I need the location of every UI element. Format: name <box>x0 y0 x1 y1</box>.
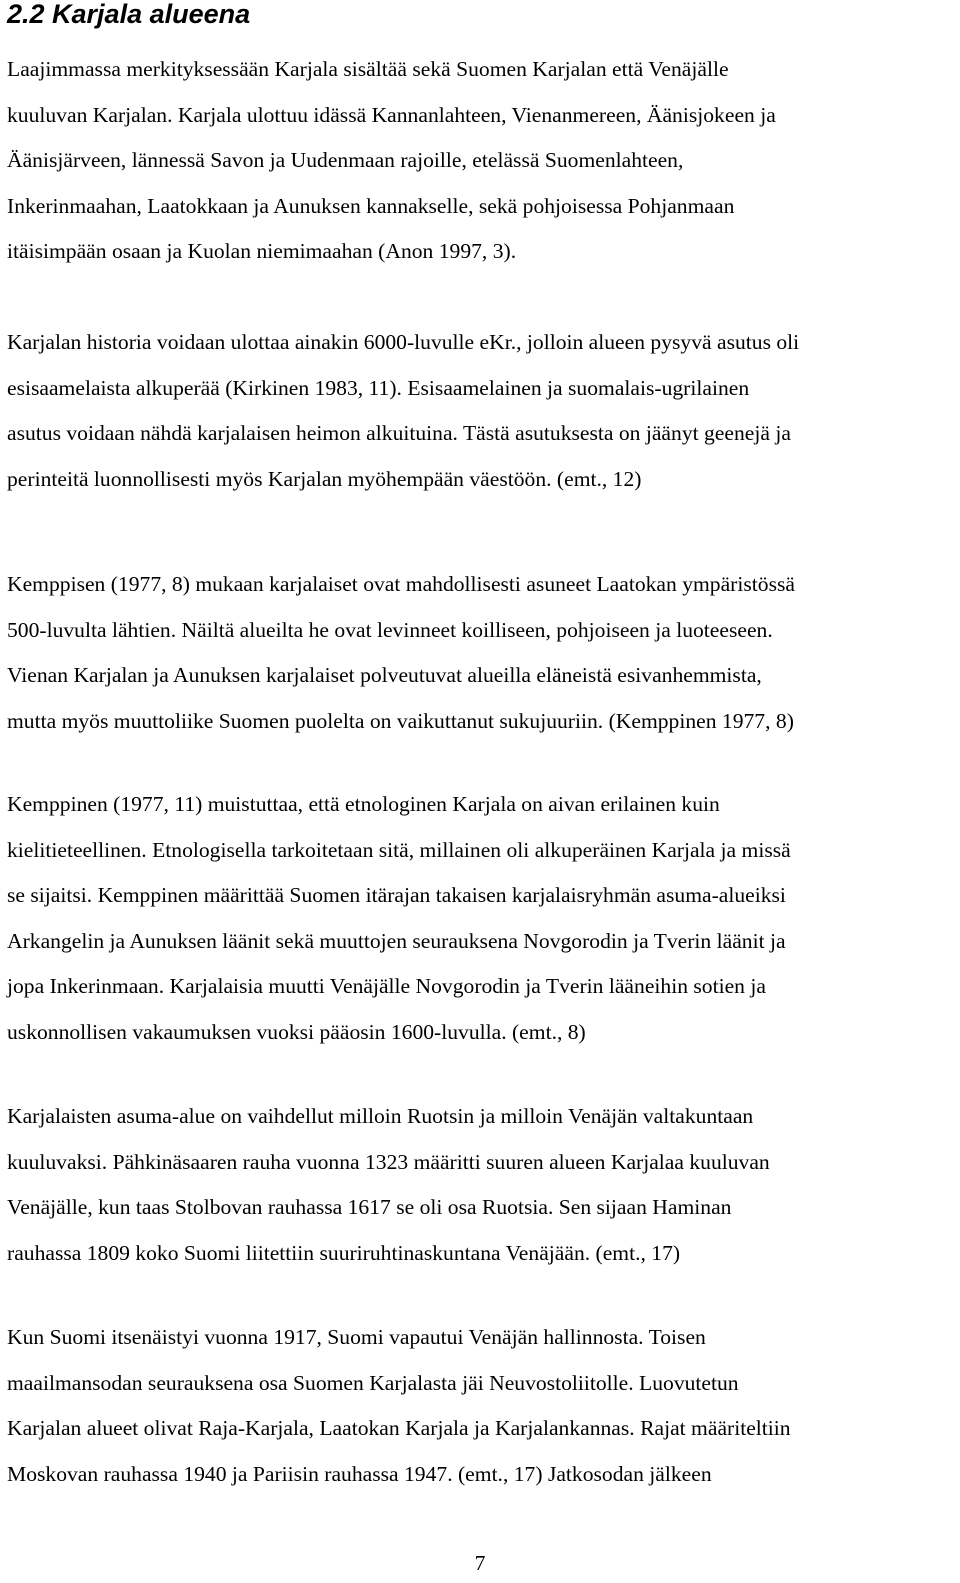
text-line: Karjalan historia voidaan ulottaa ainakin 6000-luvulle eKr., jolloin alueen pysyvä asutus oli <box>7 330 800 354</box>
text-line: uskonnollisen vakaumuksen vuoksi pääosin 1600-luvulla. (emt., 8) <box>7 1019 586 1044</box>
text-line: maailmansodan seurauksena osa Suomen Karjalasta jäi Neuvostoliitolle. Luovutetun <box>7 1370 739 1395</box>
text-line: se sijaitsi. Kemppinen määrittää Suomen itärajan takaisen karjalaisryhmän asuma-alueiksi <box>7 883 786 907</box>
text-line: Inkerinmaahan, Laatokkaan ja Aunuksen kannakselle, sekä pohjoisessa Pohjanmaan <box>7 193 735 218</box>
paragraph-independence <box>7 1315 953 1497</box>
text-line: Venäjälle, kun taas Stolbovan rauhassa 1617 se oli osa Ruotsia. Sen sijaan Haminan <box>7 1195 732 1219</box>
text-line: Äänisjärveen, lännessä Savon ja Uudenmaan rajoille, etelässä Suomenlahteen, <box>7 148 684 172</box>
page-number: 7 <box>474 1551 486 1575</box>
text-line: Laajimmassa merkityksessään Karjala sisältää sekä Suomen Karjalan että Venäjälle <box>7 57 729 81</box>
text-line: kuuluvaksi. Pähkinäsaaren rauha vuonna 1323 määritti suuren alueen Karjalaa kuuluvan <box>7 1149 770 1174</box>
text-line: asutus voidaan nähdä karjalaisen heimon alkuituina. Tästä asutuksesta on jäänyt geenejä ja <box>7 421 791 445</box>
text-line: Vienan Karjalan ja Aunuksen karjalaiset polveutuvat alueilla eläneistä esivanhemmista, <box>7 663 762 687</box>
text-line: Kemppinen (1977, 11) muistuttaa, että etnologinen Karjala on aivan erilainen kuin <box>7 792 720 816</box>
text-line: Moskovan rauhassa 1940 ja Pariisin rauhassa 1947. (emt., 17) Jatkosodan jälkeen <box>7 1461 712 1486</box>
text-line: mutta myös muuttoliike Suomen puolelta on vaikuttanut sukujuuriin. (Kemppinen 1977, 8) <box>7 708 794 733</box>
section-heading: 2.2 Karjala alueena <box>7 0 251 29</box>
text-line: Kemppisen (1977, 8) mukaan karjalaiset ovat mahdollisesti asuneet Laatokan ympäristössä <box>7 572 795 596</box>
paragraph-ethnological-karjala <box>7 782 953 1055</box>
paragraph-kemppinen-settlement <box>7 562 953 744</box>
text-line: Kun Suomi itsenäistyi vuonna 1917, Suomi vapautui Venäjän hallinnosta. Toisen <box>7 1325 706 1349</box>
text-line: jopa Inkerinmaan. Karjalaisia muutti Venäjälle Novgorodin ja Tverin lääneihin sotien ja <box>7 974 766 998</box>
text-line: rauhassa 1809 koko Suomi liitettiin suuriruhtinaskuntana Venäjään. (emt., 17) <box>7 1240 681 1265</box>
text-line: Arkangelin ja Aunuksen läänit sekä muuttojen seurauksena Novgorodin ja Tverin läänit ja <box>7 928 786 953</box>
paragraph-borders-history <box>7 1094 953 1276</box>
paragraph-karjala-extent <box>7 47 953 275</box>
text-line: kuuluvan Karjalan. Karjala ulottuu idässä Kannanlahteen, Vienanmereen, Äänisjokeen ja <box>7 102 776 127</box>
text-line: Karjalan alueet olivat Raja-Karjala, Laatokan Karjala ja Karjalankannas. Rajat määriteltiin <box>7 1416 791 1440</box>
text-line: itäisimpään osaan ja Kuolan niemimaahan (Anon 1997, 3). <box>7 239 517 263</box>
text-line: perinteitä luonnollisesti myös Karjalan myöhempään väestöön. (emt., 12) <box>7 466 642 491</box>
paragraph-karjala-history <box>7 320 953 502</box>
text-line: kielitieteellinen. Etnologisella tarkoitetaan sitä, millainen oli alkuperäinen Karjala ja missä <box>7 837 791 862</box>
text-line: 500-luvulta lähtien. Näiltä alueilta he ovat levinneet koilliseen, pohjoiseen ja luoteeseen. <box>7 617 773 642</box>
text-line: esisaamelaista alkuperää (Kirkinen 1983, 11). Esisaamelainen ja suomalais-ugrilainen <box>7 375 750 400</box>
text-line: Karjalaisten asuma-alue on vaihdellut milloin Ruotsin ja milloin Venäjän valtakuntaan <box>7 1104 754 1128</box>
